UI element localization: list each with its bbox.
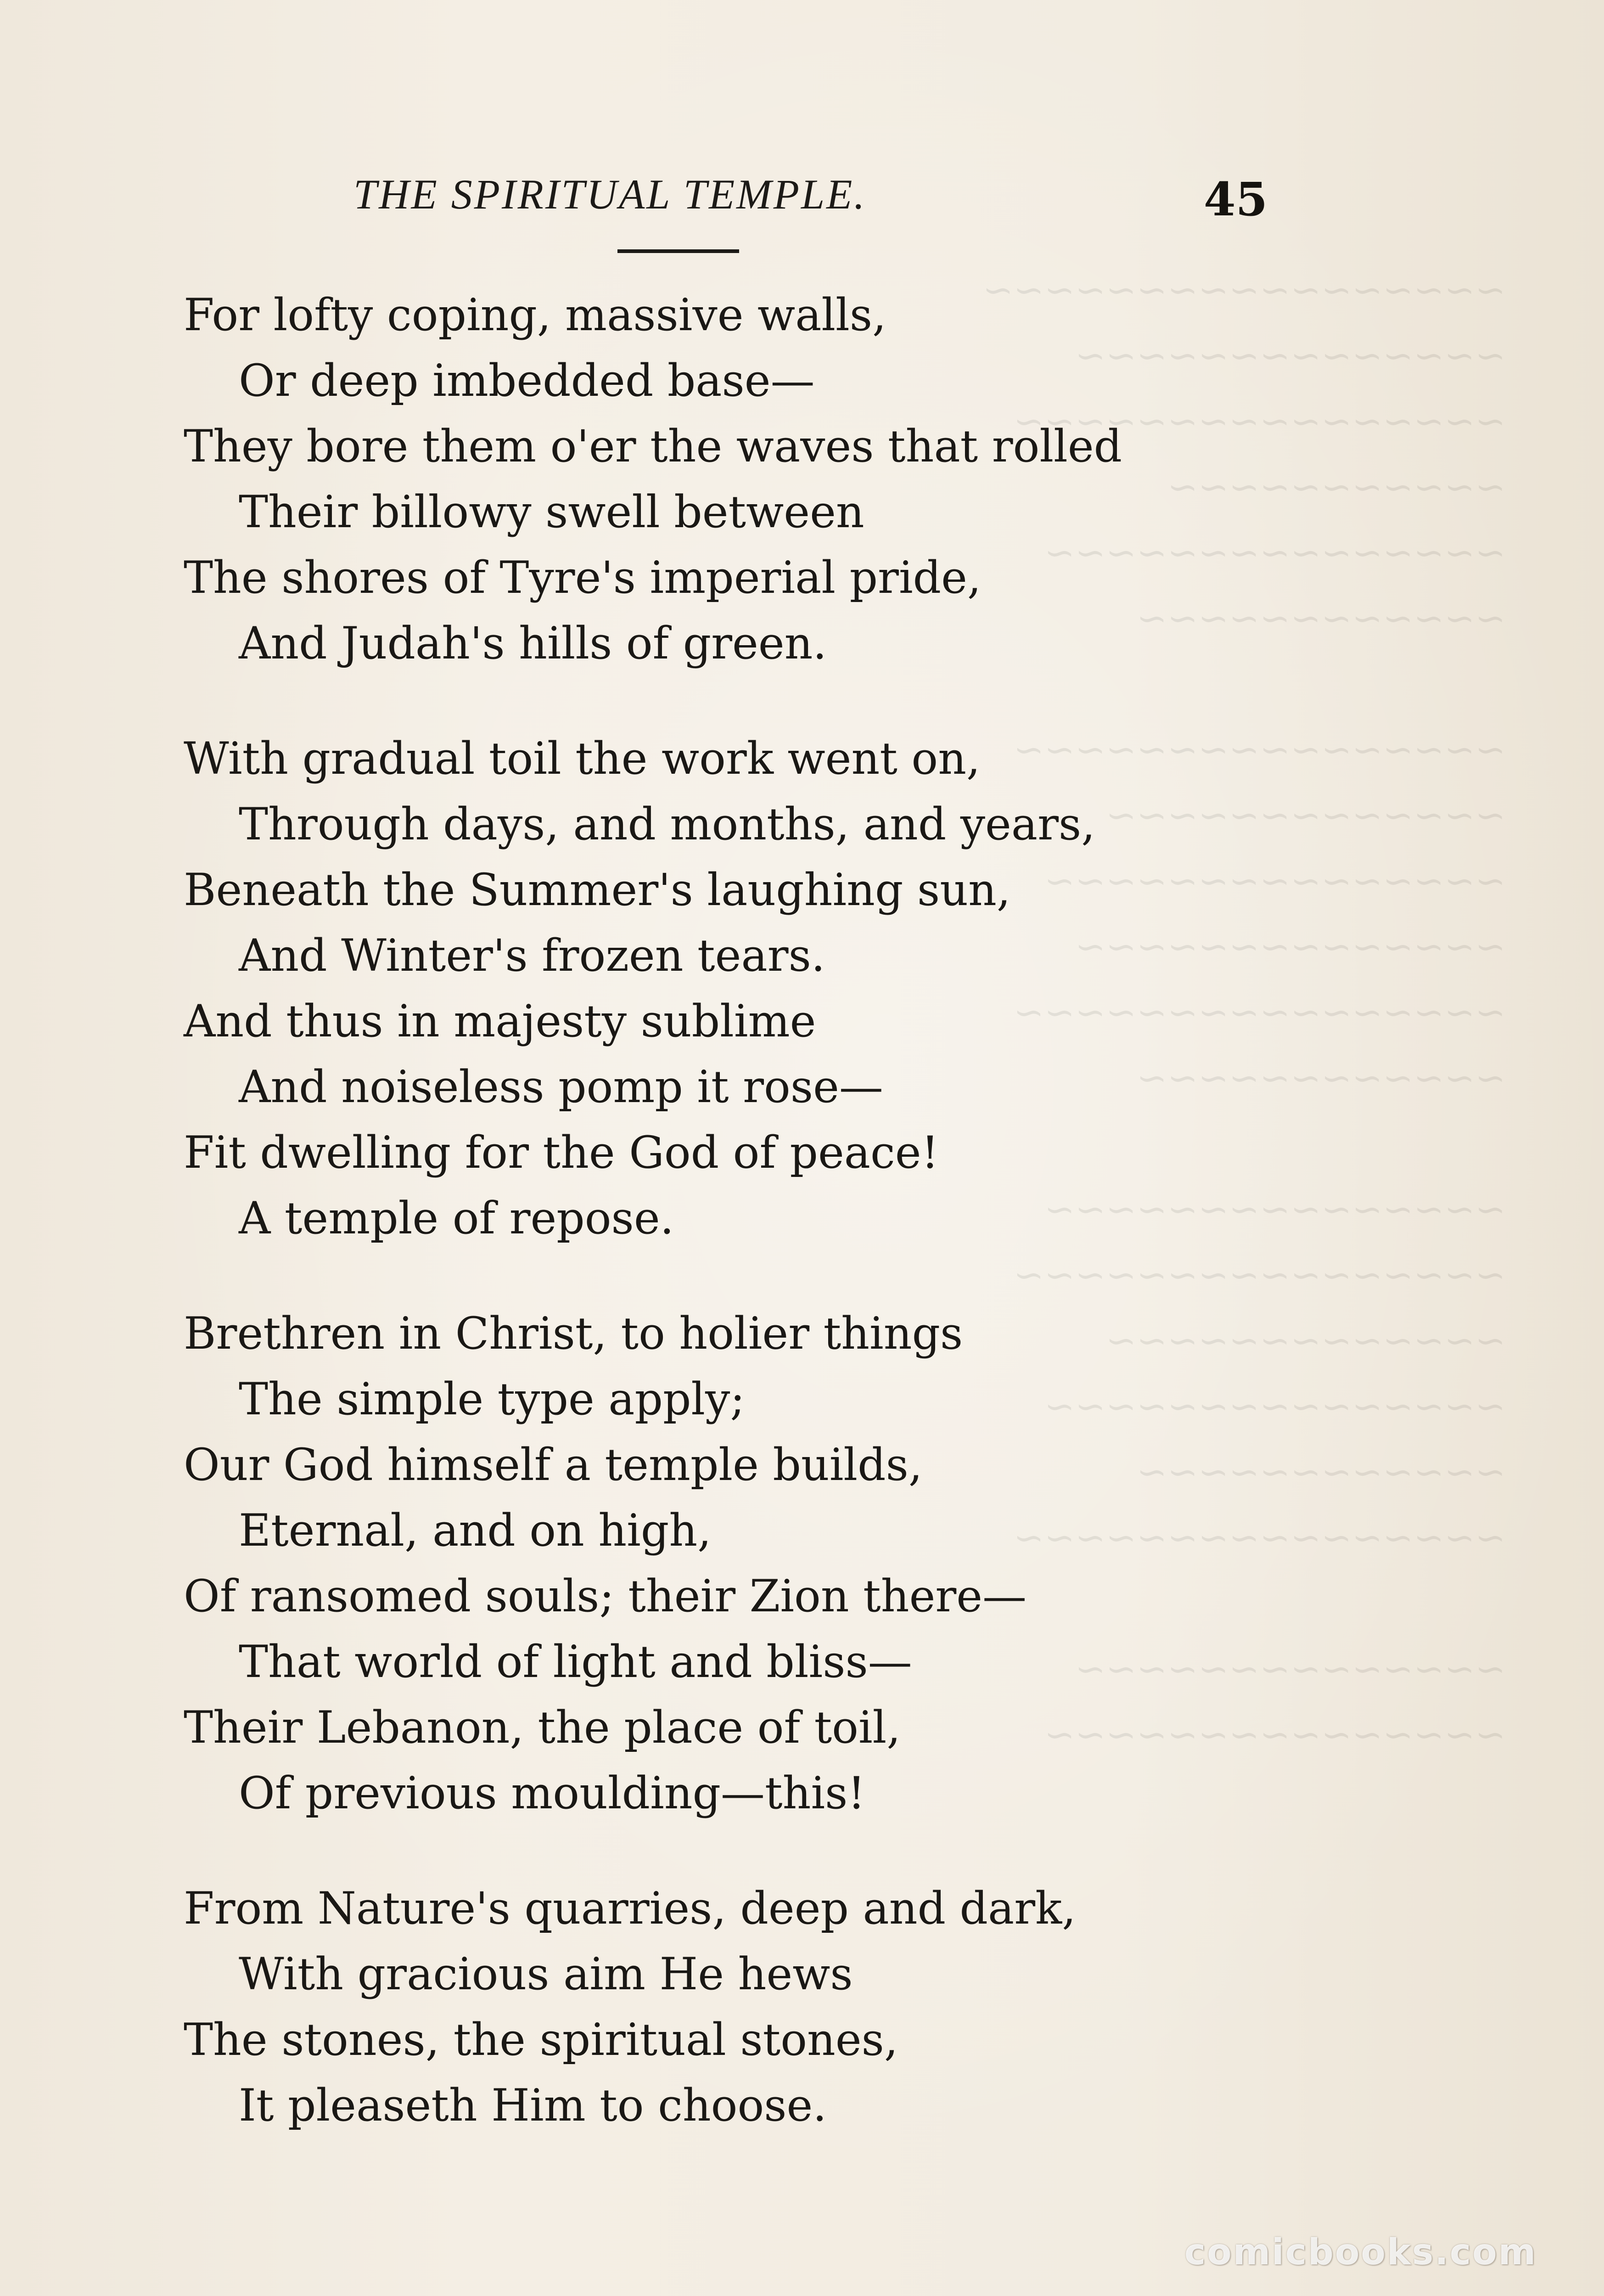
poem-line: And Winter's frozen tears.	[239, 930, 825, 981]
stanza-4	[184, 1876, 1230, 2138]
poem-line: Of ransomed souls; their Zion there—	[184, 1570, 1027, 1622]
stanza-2	[184, 726, 1230, 1251]
poem-line: And Judah's hills of green.	[239, 618, 827, 669]
poem-line: Through days, and months, and years,	[239, 799, 1095, 850]
poem-line: Their Lebanon, the place of toil,	[184, 1702, 901, 1753]
header-rule	[617, 249, 739, 253]
poem-line: Of previous moulding—this!	[239, 1767, 865, 1819]
poem-line: With gracious aim He hews	[239, 1948, 853, 2000]
poem-line: It pleaseth Him to choose.	[239, 2080, 827, 2131]
poem-line: That world of light and bliss—	[239, 1636, 912, 1688]
poem-line: Their billowy swell between	[239, 486, 864, 538]
running-head-title: THE SPIRITUAL TEMPLE.	[353, 171, 867, 218]
poem-line: From Nature's quarries, deep and dark,	[184, 1883, 1076, 1934]
poem-line: Fit dwelling for the God of peace!	[184, 1127, 939, 1178]
poem-line: And noiseless pomp it rose—	[239, 1061, 883, 1113]
watermark-text: comicbooks.com	[1184, 2232, 1537, 2273]
poem-line: Or deep imbedded base—	[239, 355, 815, 406]
poem-body	[184, 282, 1230, 2138]
poem-line: For lofty coping, massive walls,	[184, 289, 886, 341]
page-number: 45	[1204, 172, 1268, 226]
poem-line: The stones, the spiritual stones,	[184, 2014, 898, 2065]
poem-line: The shores of Tyre's imperial pride,	[184, 552, 981, 603]
poem-line: Our God himself a temple builds,	[184, 1439, 923, 1491]
poem-line: And thus in majesty sublime	[184, 996, 816, 1047]
show-through-text: ~~~~~~~~~~~~~~~~~ ~~~~~~~~~~~~~~ ~~~~~~~~~~~~~~~~ ~~~~~~~~~~~ ~~~~~~~~~~~~~~~ ~~~~~~~~~~~~ ~~~~~~~~~~~~~~~~ ~~~~~~~~~~~~~ ~~~~~~~~~~~~~~~ ~~~~~~~~~~~~~~ ~~~~~~~~~~~~~~~~ ~~~~~~~~~~~~ ~~~~~~~~~~~~~~~ ~~~~~~~~~~~~~~~~ ~~~~~~~~~~~~~ ~~~~~~~~~~~~~~~ ~~~~~~~~~~~~ ~~~~~~~~~~~~~~~~ ~~~~~~~~~~~~~~ ~~~~~~~~~~~~~~~	[982, 269, 1506, 1756]
poem-line: A temple of repose.	[239, 1193, 674, 1244]
poem-line: Brethren in Christ, to holier things	[184, 1308, 963, 1359]
poem-line: Beneath the Summer's laughing sun,	[184, 864, 1011, 916]
poem-line: Eternal, and on high,	[239, 1505, 712, 1556]
poem-line: The simple type apply;	[239, 1373, 745, 1425]
stanza-1	[184, 282, 1230, 676]
poem-line: They bore them o'er the waves that rolled	[184, 421, 1122, 472]
stanza-3	[184, 1301, 1230, 1826]
poem-line: With gradual toil the work went on,	[184, 733, 981, 784]
